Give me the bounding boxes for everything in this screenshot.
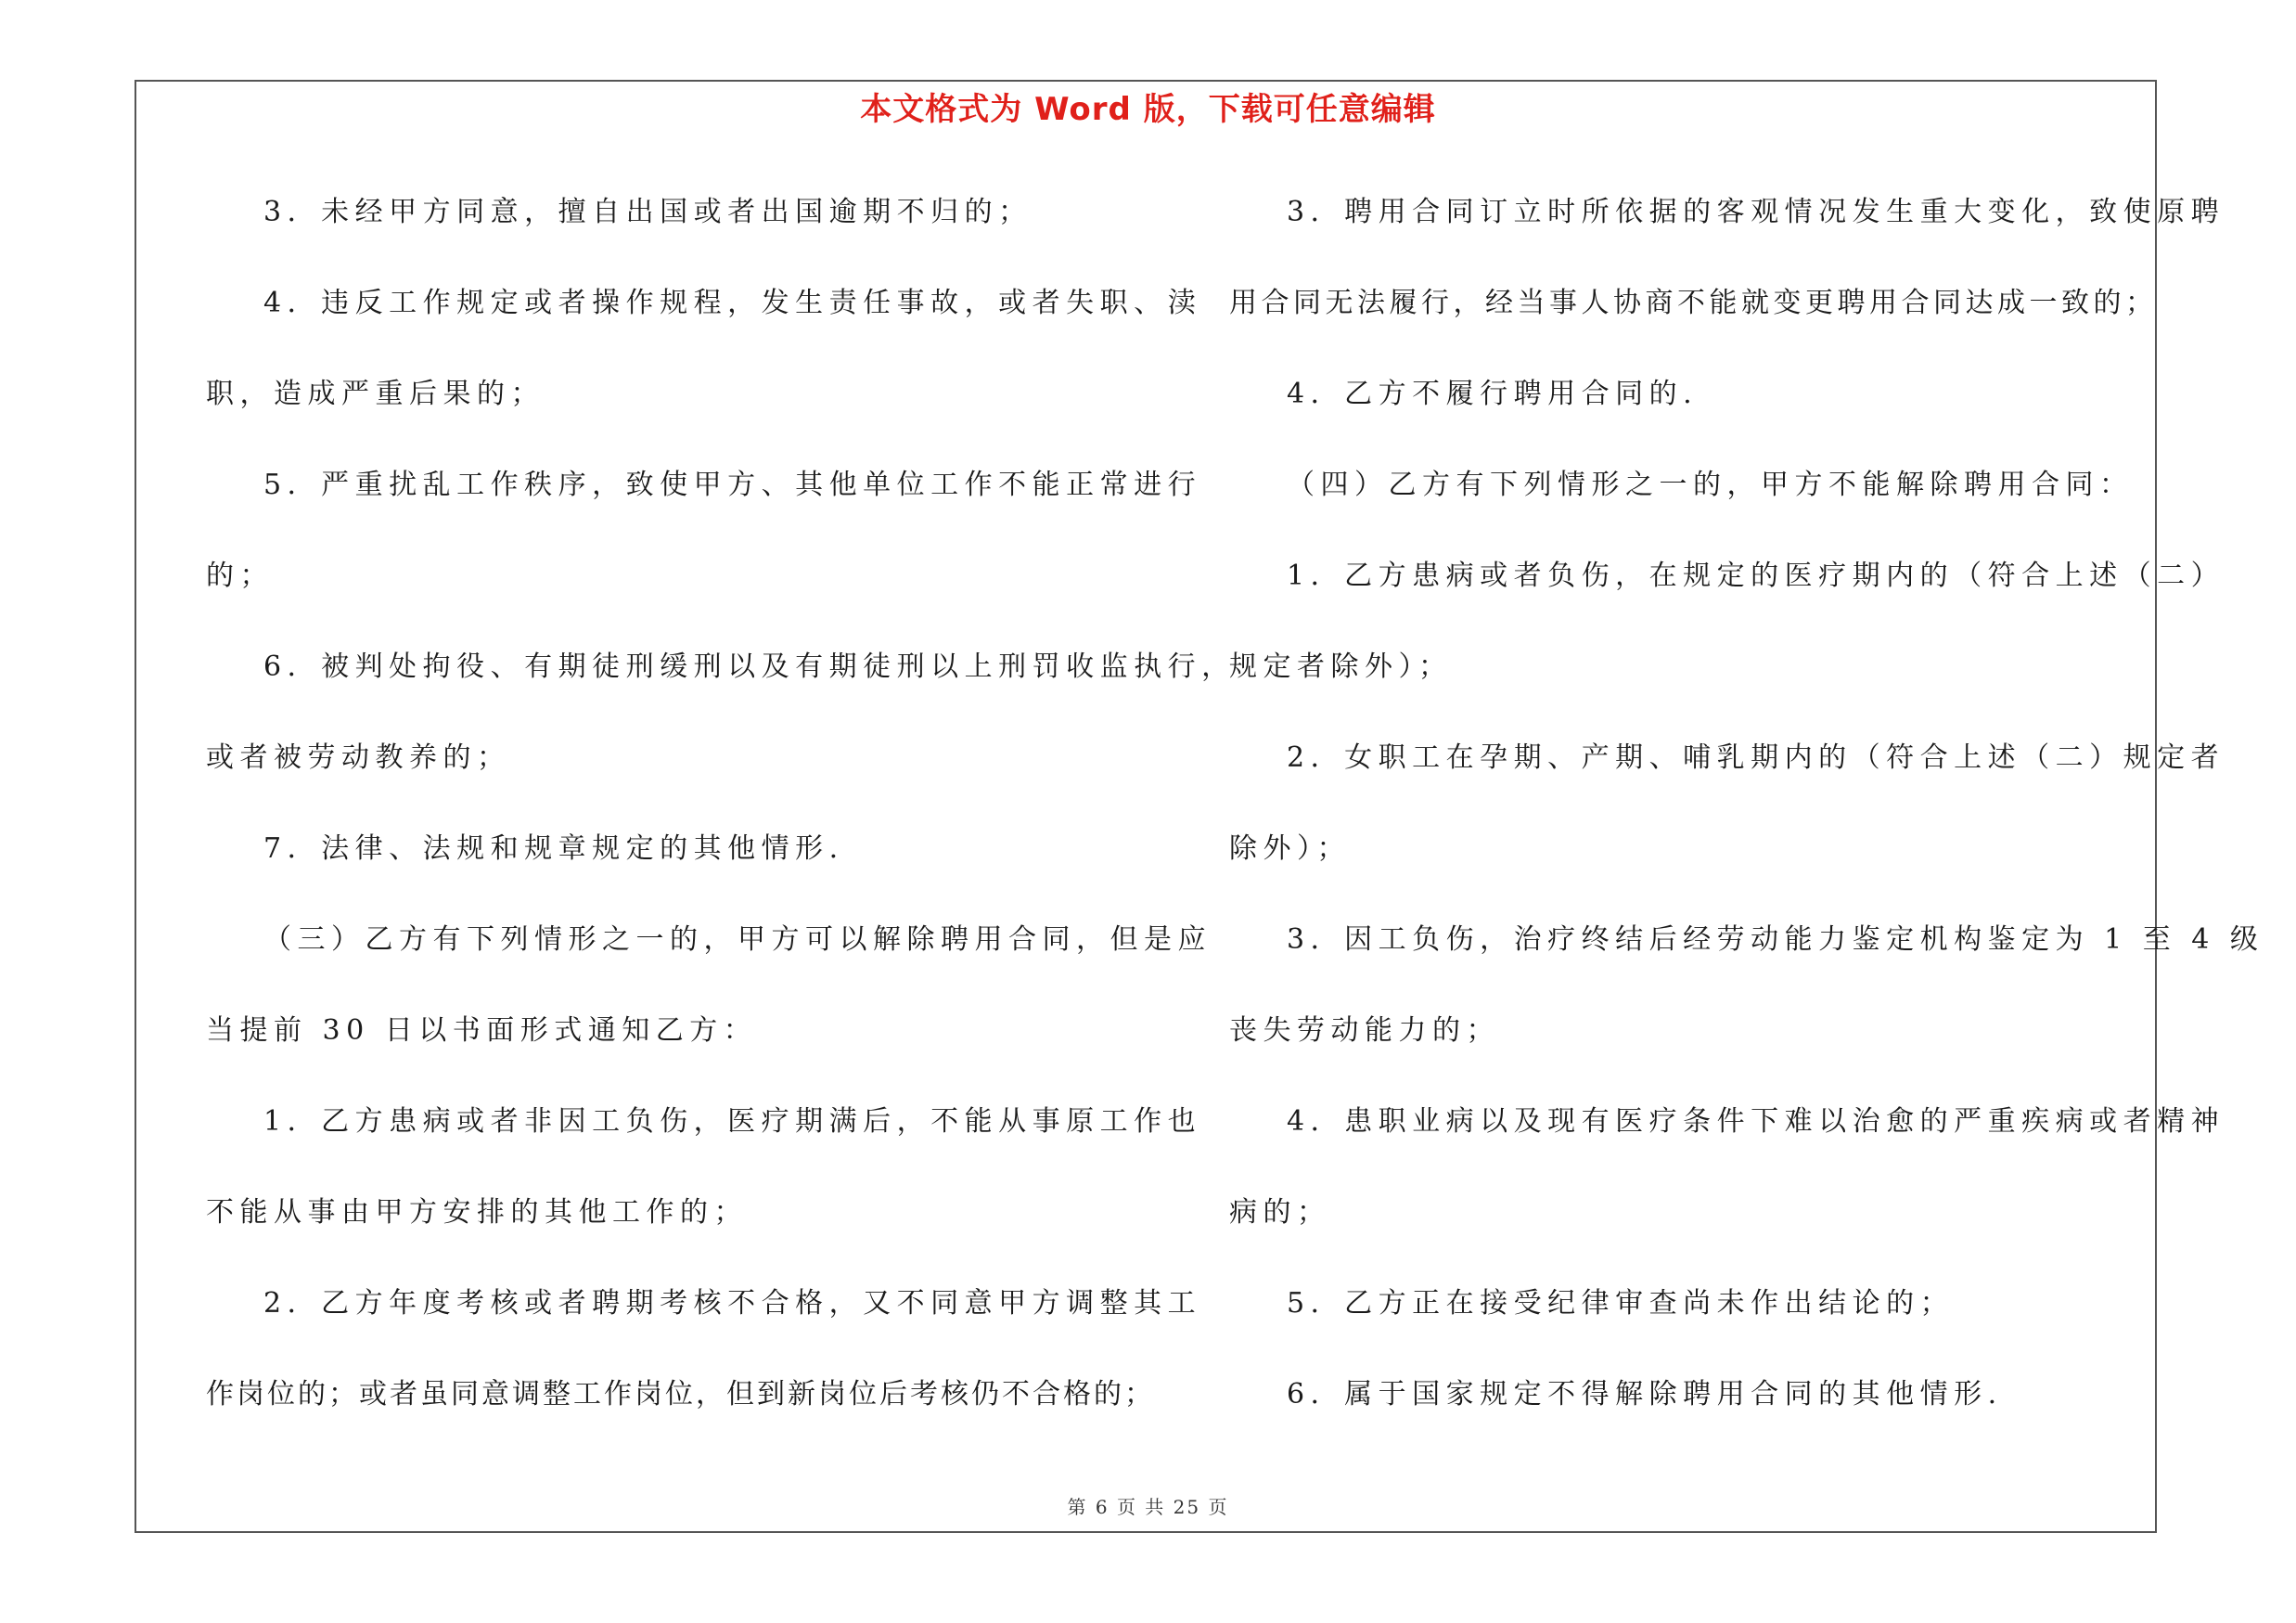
paragraph-line: 4．患职业病以及现有医疗条件下难以治愈的严重疾病或者精神 (1287, 1105, 2225, 1138)
paragraph-line: 7．法律、法规和规章规定的其他情形. (263, 832, 844, 865)
paragraph-line: 病的； (1229, 1196, 1331, 1229)
paragraph-line: 3．因工负伤，治疗终结后经劳动能力鉴定机构鉴定为 1 至 4 级 (1287, 923, 2264, 956)
paragraph-line: 丧失劳动能力的； (1229, 1014, 1500, 1047)
paragraph-line: 用合同无法履行，经当事人协商不能就变更聘用合同达成一致的； (1229, 287, 2158, 319)
paragraph-line: 1．乙方患病或者非因工负伤，医疗期满后，不能从事原工作也 (263, 1105, 1202, 1138)
paragraph-line: 规定者除外）； (1229, 650, 1453, 683)
right-column (1229, 182, 2264, 1455)
paragraph-line: 3．未经甲方同意，擅自出国或者出国逾期不归的； (263, 196, 1033, 228)
paragraph-line: 4．违反工作规定或者操作规程，发生责任事故，或者失职、渎 (263, 287, 1202, 319)
paragraph-line: 6．属于国家规定不得解除聘用合同的其他情形. (1287, 1378, 2003, 1410)
paragraph-line: 不能从事由甲方安排的其他工作的； (206, 1196, 748, 1229)
paragraph-line: 职，造成严重后果的； (206, 378, 545, 410)
left-column (206, 182, 1236, 1455)
paragraph-line: 或者被劳动教养的； (206, 741, 511, 774)
paragraph-line: （四）乙方有下列情形之一的，甲方不能解除聘用合同： (1287, 469, 2134, 501)
paragraph-line: （三）乙方有下列情形之一的，甲方可以解除聘用合同，但是应 (263, 923, 1212, 956)
paragraph-line: 当提前 30 日以书面形式通知乙方： (206, 1014, 758, 1047)
paragraph-line: 5．乙方正在接受纪律审查尚未作出结论的； (1287, 1287, 1955, 1320)
paragraph-line: 5．严重扰乱工作秩序，致使甲方、其他单位工作不能正常进行 (263, 469, 1202, 501)
paragraph-line: 2．乙方年度考核或者聘期考核不合格，又不同意甲方调整其工 (263, 1287, 1202, 1320)
paragraph-line: 3．聘用合同订立时所依据的客观情况发生重大变化，致使原聘 (1287, 196, 2225, 228)
paragraph-line: 4．乙方不履行聘用合同的. (1287, 378, 1699, 410)
format-banner: 本文格式为 Word 版，下载可任意编辑 (860, 91, 1436, 128)
paragraph-line: 6．被判处拘役、有期徒刑缓刑以及有期徒刑以上刑罚收监执行， (263, 650, 1236, 683)
paragraph-line: 2．女职工在孕期、产期、哺乳期内的（符合上述（二）规定者 (1287, 741, 2225, 774)
page-number-footer: 第 6 页 共 25 页 (1067, 1496, 1229, 1518)
paragraph-line: 的； (206, 560, 274, 592)
paragraph-line: 作岗位的；或者虽同意调整工作岗位，但到新岗位后考核仍不合格的； (206, 1378, 1155, 1410)
paragraph-line: 除外）； (1229, 832, 1351, 865)
paragraph-line: 1．乙方患病或者负伤，在规定的医疗期内的（符合上述（二） (1287, 560, 2225, 592)
